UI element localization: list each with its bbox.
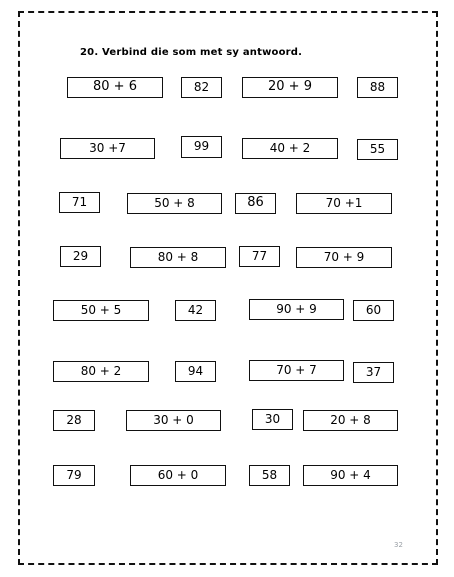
worksheet-instruction: 20. Verbind die som met sy antwoord. xyxy=(80,47,303,58)
answer-box[interactable]: 86 xyxy=(235,193,276,214)
sum-box[interactable]: 30 + 0 xyxy=(126,410,221,431)
answer-box[interactable]: 79 xyxy=(53,465,95,486)
sum-box[interactable]: 70 + 9 xyxy=(296,247,392,268)
answer-box[interactable]: 82 xyxy=(181,77,222,98)
sum-box[interactable]: 60 + 0 xyxy=(130,465,226,486)
answer-box[interactable]: 71 xyxy=(59,192,100,213)
answer-box[interactable]: 29 xyxy=(60,246,101,267)
sum-box[interactable]: 20 + 8 xyxy=(303,410,398,431)
answer-box[interactable]: 94 xyxy=(175,361,216,382)
sum-box[interactable]: 90 + 9 xyxy=(249,299,344,320)
sum-box[interactable]: 90 + 4 xyxy=(303,465,398,486)
answer-box[interactable]: 77 xyxy=(239,246,280,267)
sum-box[interactable]: 80 + 2 xyxy=(53,361,149,382)
answer-box[interactable]: 30 xyxy=(252,409,293,430)
answer-box[interactable]: 37 xyxy=(353,362,394,383)
answer-box[interactable]: 60 xyxy=(353,300,394,321)
answer-box[interactable]: 55 xyxy=(357,139,398,160)
sum-box[interactable]: 30 +7 xyxy=(60,138,155,159)
sum-box[interactable]: 40 + 2 xyxy=(242,138,338,159)
sum-box[interactable]: 80 + 6 xyxy=(67,77,163,98)
sum-box[interactable]: 70 +1 xyxy=(296,193,392,214)
answer-box[interactable]: 99 xyxy=(181,136,222,158)
sum-box[interactable]: 50 + 8 xyxy=(127,193,222,214)
answer-box[interactable]: 58 xyxy=(249,465,290,486)
page-number: 32 xyxy=(394,541,403,549)
sum-box[interactable]: 50 + 5 xyxy=(53,300,149,321)
sum-box[interactable]: 80 + 8 xyxy=(130,247,226,268)
answer-box[interactable]: 88 xyxy=(357,77,398,98)
answer-box[interactable]: 28 xyxy=(53,410,95,431)
answer-box[interactable]: 42 xyxy=(175,300,216,321)
sum-box[interactable]: 70 + 7 xyxy=(249,360,344,381)
sum-box[interactable]: 20 + 9 xyxy=(242,77,338,98)
